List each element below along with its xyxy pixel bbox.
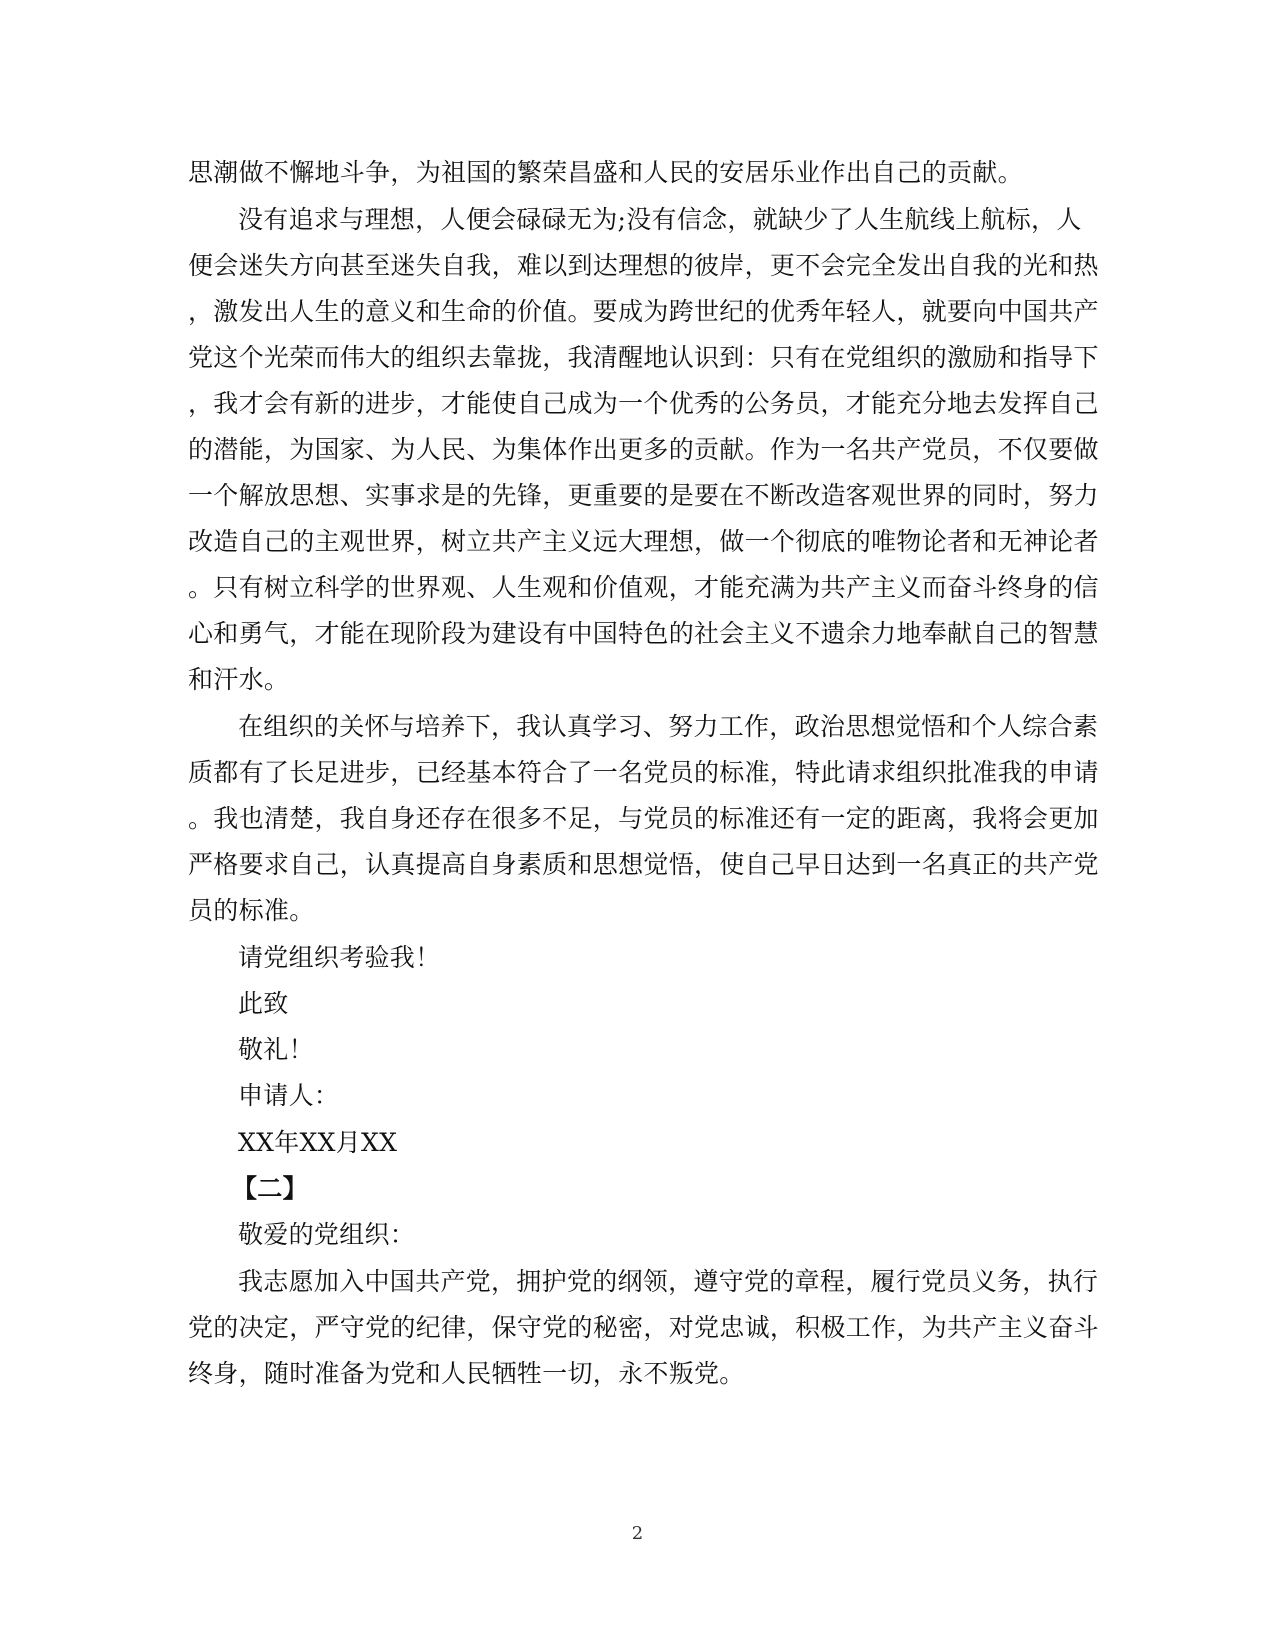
text-line: 。只有树立科学的世界观、人生观和价值观，才能充满为共产主义而奋斗终身的信 [188,573,1099,602]
applicant-line: 申请人： [238,1081,340,1110]
text-line: 一个解放思想、实事求是的先锋，更重要的是要在不断改造客观世界的同时，努力 [188,481,1099,510]
text-line: ，激发出人生的意义和生命的价值。要成为跨世纪的优秀年轻人，就要向中国共产 [188,297,1099,326]
text-line: 质都有了长足进步，已经基本符合了一名党员的标准，特此请求组织批准我的申请 [188,758,1099,787]
text-line: 终身，随时准备为党和人民牺牲一切，永不叛党。 [188,1359,745,1388]
paragraph-start-line: 在组织的关怀与培养下，我认真学习、努力工作，政治思想觉悟和个人综合素 [238,712,1099,741]
text-line: 思潮做不懈地斗争，为祖国的繁荣昌盛和人民的安居乐业作出自己的贡献。 [188,158,1023,187]
closing-line: 请党组织考验我！ [238,943,441,972]
section-heading: 【二】 [232,1174,308,1203]
text-line: 和汗水。 [188,665,290,694]
text-line: 党这个光荣而伟大的组织去靠拢，我清醒地认识到：只有在党组织的激励和指导下 [188,343,1099,372]
text-line: 党的决定，严守党的纪律，保守党的秘密，对党忠诚，积极工作，为共产主义奋斗 [188,1313,1099,1342]
page-number: 2 [631,1523,644,1544]
salutation-line: 此致 [238,989,289,1018]
text-line: 心和勇气，才能在现阶段为建设有中国特色的社会主义不遗余力地奉献自己的智慧 [188,619,1099,648]
greeting-line: 敬爱的党组织： [238,1220,416,1249]
text-line: 。我也清楚，我自身还存在很多不足，与党员的标准还有一定的距离，我将会更加 [188,804,1099,833]
text-line: 改造自己的主观世界，树立共产主义远大理想，做一个彻底的唯物论者和无神论者 [188,527,1099,556]
text-line: ，我才会有新的进步，才能使自己成为一个优秀的公务员，才能充分地去发挥自己 [188,389,1099,418]
paragraph-start-line: 我志愿加入中国共产党，拥护党的纲领，遵守党的章程，履行党员义务，执行 [238,1267,1099,1296]
paragraph-start-line: 没有追求与理想，人便会碌碌无为;没有信念，就缺少了人生航线上航标，人 [238,205,1082,234]
text-line: 员的标准。 [188,896,315,925]
text-line: 的潜能，为国家、为人民、为集体作出更多的贡献。作为一名共产党员，不仅要做 [188,435,1099,464]
text-line: 严格要求自己，认真提高自身素质和思想觉悟，使自己早日达到一名真正的共产党 [188,850,1099,879]
text-line: 便会迷失方向甚至迷失自我，难以到达理想的彼岸，更不会完全发出自我的光和热 [188,251,1099,280]
regards-line: 敬礼！ [238,1035,314,1064]
date-line: XX年XX月XX [238,1128,398,1157]
